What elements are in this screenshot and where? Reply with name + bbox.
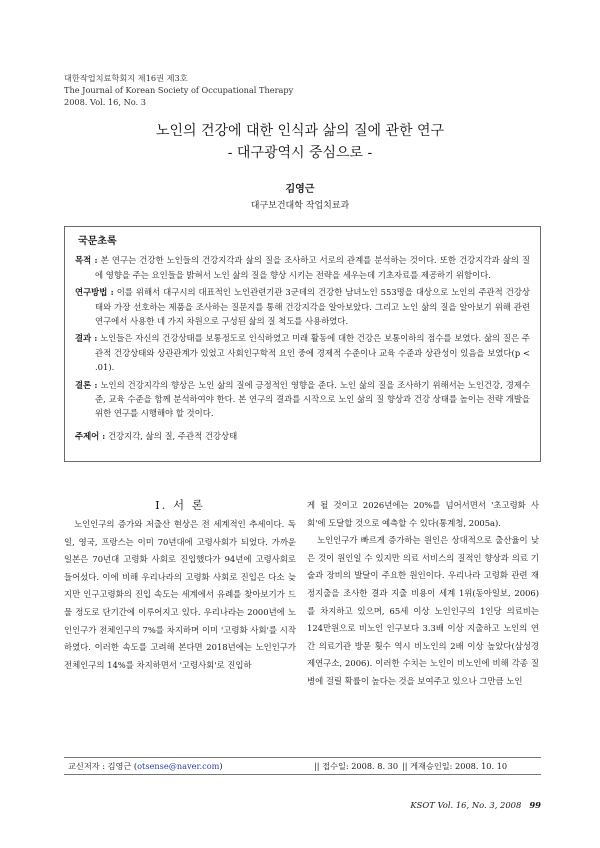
journal-short-name: KSOT Vol. 16, No. 3, 2008 xyxy=(410,800,522,810)
abstract-box xyxy=(64,226,541,462)
paper-subtitle: - 대구광역시 중심으로 - xyxy=(227,145,373,161)
journal-header xyxy=(64,72,293,108)
abstract-results-label: 결과 : xyxy=(75,333,98,344)
author-email-link[interactable]: otsense@naver.com xyxy=(137,761,220,771)
abstract-results-text: 노인들은 자신의 건강상태를 보통정도로 인식하였고 미래 활동에 대한 건강은 보통이하의 점수를 보였다. 삶의 질은 주관적 건강상태와 상관관계가 있었고 사회인구학적 요인 중에 경제적 수준이나 교육 수준과 상관성이 있음을 보였다(p < .01). xyxy=(95,333,530,373)
abstract-purpose xyxy=(75,253,530,282)
abstract-conclusion xyxy=(75,378,530,421)
abstract-method-text: 이를 위해서 대구시의 대표적인 노인관련기관 3군데의 건강한 남녀노인 553명을 대상으로 노인의 주관적 건강상태와 가장 선호하는 제품을 조사하는 질문지를 통해 건강지각을 알아보았다. 그리고 노인 삶의 질을 알아보기 위해 관련연구에서 사용한 네 가지 차원으로 구성된 삶의 질 척도를 사용하였다. xyxy=(95,287,531,327)
paper-title: 노인의 건강에 대한 인식과 삶의 질에 관한 연구 xyxy=(155,123,445,139)
page-number: 99 xyxy=(529,800,541,810)
abstract-conclusion-text: 노인의 건강지각의 향상은 노인 삶의 질에 긍정적인 영향을 준다. 노인 삶의 질을 조사하기 위해서는 노인건강, 경제수준, 교육 수준을 함께 분석하여야 한다. 본 연구의 결과를 시작으로 노인 삶의 질 향상과 건강 상태를 높이는 전략 개발을 위한 연구를 시행해야 할 것이다. xyxy=(95,379,530,419)
abstract-purpose-text: 본 연구는 건강한 노인들의 건강지각과 삶의 질을 조사하고 서로의 관계를 분석하는 것이다. 또한 건강지각과 삶의 질에 영향을 주는 요인들을 밝혀서 노인 삶의 질을 향상 시키는 전략을 세우는데 기초자료를 제공하기 위함이다. xyxy=(95,255,530,280)
received-date: || 접수일: 2008. 8. 30 xyxy=(314,761,399,771)
body-paragraph: 노인인구가 빠르게 증가하는 원인은 상대적으로 출산율이 낮은 것이 원인일 수 있지만 의료 서비스의 질적인 향상과 의료 기술과 장비의 발달이 주요한 원인이다. 우리나라 고령화 관련 재정지출을 조사한 결과 지출 비용이 세계 1위(동아일보, 2006)를 차지하고 있으며, 65세 이상 노인인구의 1인당 의료비는 124만원으로 비노인 인구보다 3.3배 이상 지출하고 노인의 연간 의료기관 방문 횟수 역시 비노인의 2배 이상 높았다(삼성경제연구소, 2006). 이러한 수치는 노인이 비노인에 비해 각종 질병에 걸릴 확률이 높다는 것을 보여주고 있으나 그만큼 노인 xyxy=(307,535,539,686)
journal-name-english: The Journal of Korean Society of Occupational Therapy xyxy=(64,85,294,95)
section-heading-introduction: Ⅰ. 서 론 xyxy=(155,498,205,512)
body-column-left xyxy=(64,516,296,674)
abstract-method xyxy=(75,285,530,328)
accepted-date: || 게재승인일: 2008. 10. 10 xyxy=(402,761,508,771)
body-paragraph: 게 될 것이고 2026년에는 20%를 넘어서면서 '초고령화 사회'에 도달할 것으로 예측할 수 있다(통계청, 2005a). xyxy=(307,500,539,528)
author-affiliation: 대구보건대학 작업치료과 xyxy=(250,201,350,211)
keywords-label: 주제어 : xyxy=(75,430,106,441)
abstract-results xyxy=(75,331,530,374)
body-paragraph: 노인인구의 증가와 저출산 현상은 전 세계적인 추세이다. 독일, 영국, 프랑스는 이미 70년대에 고령사회가 되었다. 가까운 일본은 70년대 고령화 사회로 진입했다가 94년에 고령사회로 들어섰다. 이에 비해 우리나라의 고령화 사회로 진입은 다소 늦지만 인구고령화의 진입 속도는 세계에서 유례를 찾아보기가 드물 정도로 단기간에 이루어지고 있다. 우리나라는 2000년에 노인인구가 전체인구의 7%를 차지하며 이미 '고령화 사회'를 시작하였다. 이러한 속도를 고려해 본다면 2018년에는 노인인구가 전체인구의 14%를 차지하면서 '고령사회'로 진입하 xyxy=(64,519,296,670)
author-name: 김영근 xyxy=(285,184,315,195)
abstract-purpose-label: 목적 : xyxy=(75,255,98,266)
page-footer xyxy=(64,800,541,810)
abstract-conclusion-label: 결론 : xyxy=(75,379,98,390)
keywords xyxy=(75,429,530,443)
correspondence-footnote xyxy=(64,757,541,775)
abstract-heading: 국문초록 xyxy=(78,236,117,247)
journal-name-korean: 대한작업치료학회지 제16권 제3호 xyxy=(64,73,188,83)
keywords-text: 건강지각, 삶의 질, 주관적 건강상태 xyxy=(105,430,238,441)
corresponding-author xyxy=(68,758,223,774)
body-column-right xyxy=(307,497,539,691)
journal-volume: 2008. Vol. 16, No. 3 xyxy=(64,97,146,107)
corresponding-author-label: 교신저자 : 김영근 ( xyxy=(68,761,138,771)
corresponding-author-close: ) xyxy=(219,761,223,771)
abstract-method-label: 연구방법 : xyxy=(75,287,114,298)
